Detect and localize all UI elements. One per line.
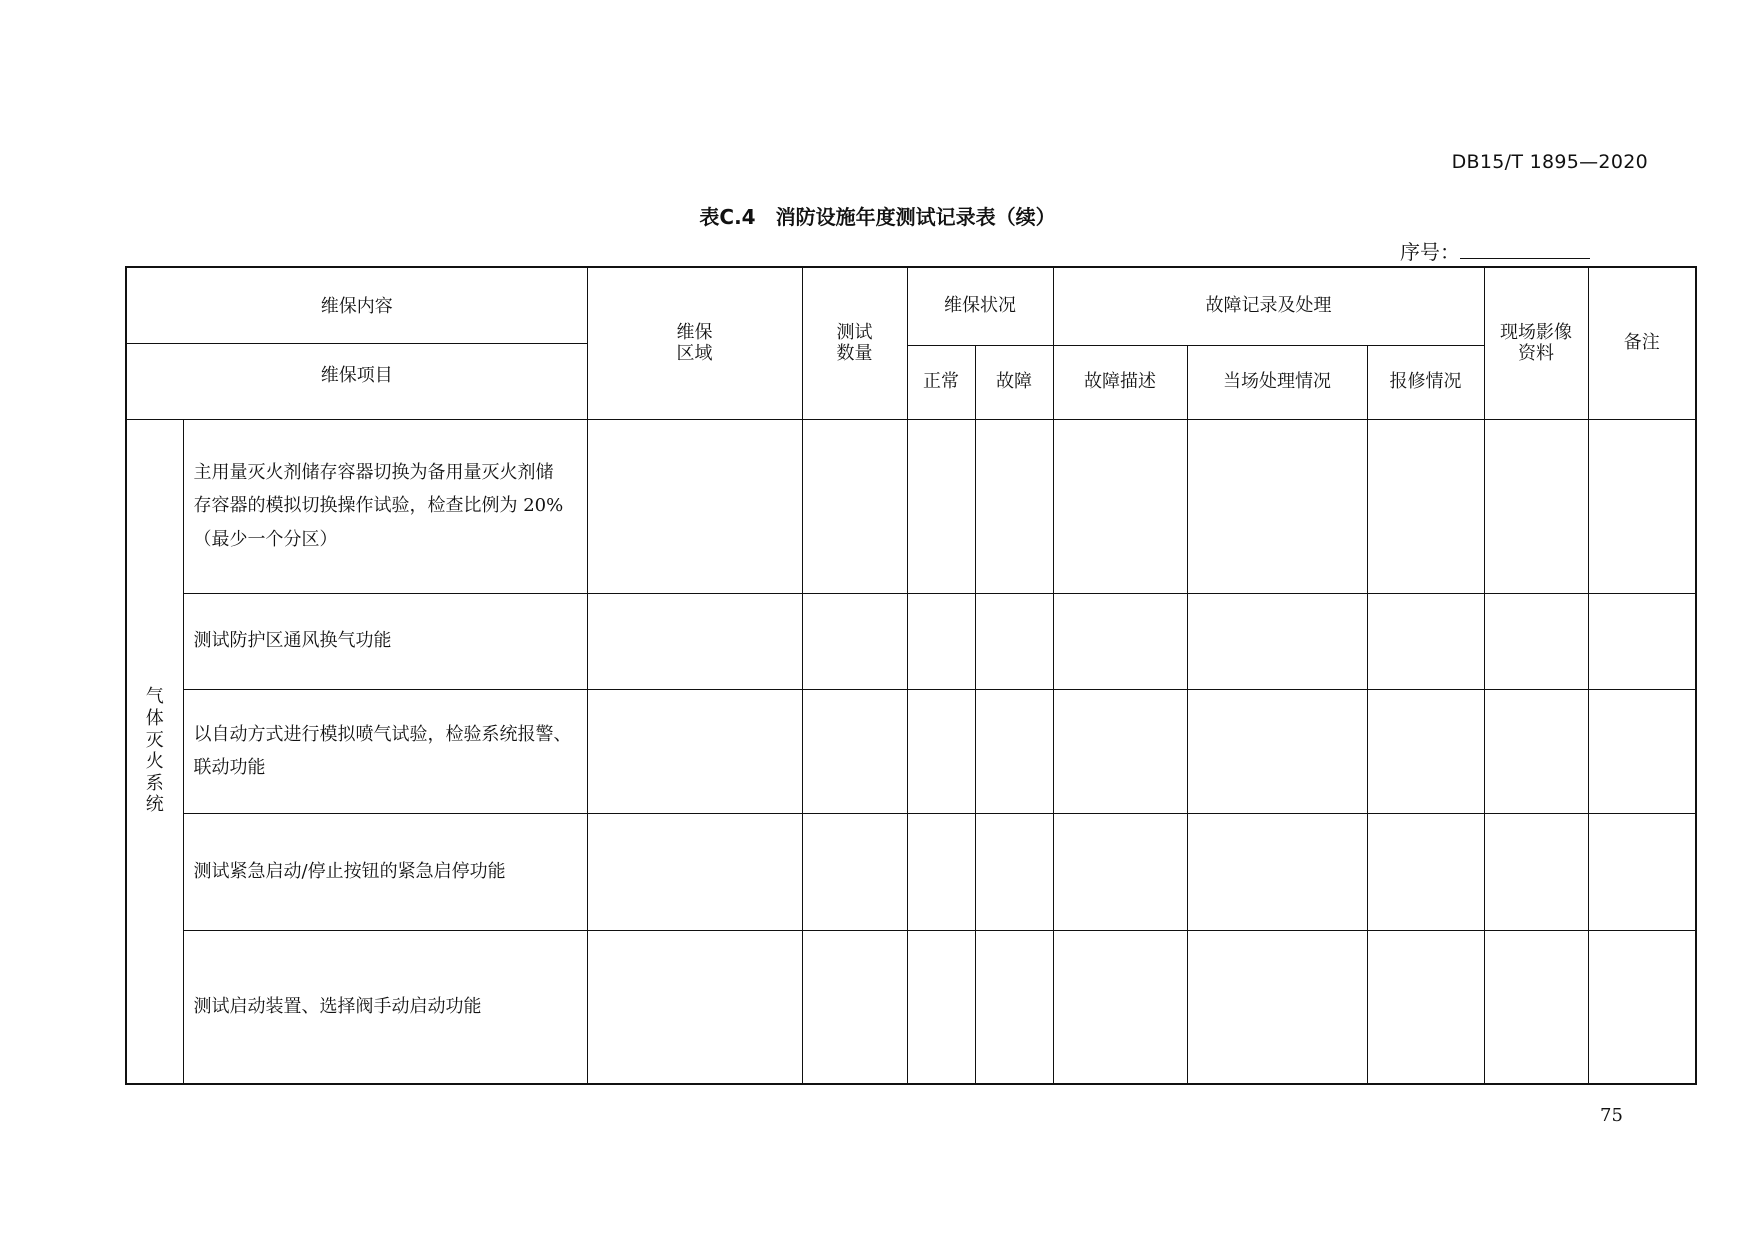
header-area: 维保 区域 xyxy=(587,267,802,419)
fault-cell[interactable] xyxy=(975,419,1053,593)
fault-desc-cell[interactable] xyxy=(1053,419,1187,593)
document-code: DB15/T 1895—2020 xyxy=(1451,151,1648,173)
photo-cell[interactable] xyxy=(1484,813,1588,930)
table-row xyxy=(126,813,1696,930)
item-cell: 测试防护区通风换气功能 xyxy=(183,593,587,689)
onsite-cell[interactable] xyxy=(1187,689,1367,813)
serial-blank-line xyxy=(1460,240,1590,259)
onsite-cell[interactable] xyxy=(1187,593,1367,689)
header-onsite: 当场处理情况 xyxy=(1187,345,1367,419)
onsite-cell[interactable] xyxy=(1187,419,1367,593)
fault-cell[interactable] xyxy=(975,930,1053,1084)
serial-label: 序号： xyxy=(1400,240,1460,264)
photo-cell[interactable] xyxy=(1484,419,1588,593)
onsite-cell[interactable] xyxy=(1187,930,1367,1084)
normal-cell[interactable] xyxy=(907,593,975,689)
fault-desc-cell[interactable] xyxy=(1053,930,1187,1084)
count-cell[interactable] xyxy=(802,813,907,930)
repair-cell[interactable] xyxy=(1367,419,1484,593)
header-repair: 报修情况 xyxy=(1367,345,1484,419)
header-fault-desc: 故障描述 xyxy=(1053,345,1187,419)
item-cell: 主用量灭火剂储存容器切换为备用量灭火剂储 存容器的模拟切换操作试验，检查比例为 20% （最少一个分区） xyxy=(183,419,587,593)
page-number: 75 xyxy=(1600,1105,1623,1126)
photo-cell[interactable] xyxy=(1484,930,1588,1084)
remark-cell[interactable] xyxy=(1588,419,1696,593)
normal-cell[interactable] xyxy=(907,419,975,593)
repair-cell[interactable] xyxy=(1367,593,1484,689)
system-name: 气 体 灭 火 系 统 xyxy=(126,419,183,1084)
count-cell[interactable] xyxy=(802,593,907,689)
item-cell: 以自动方式进行模拟喷气试验，检验系统报警、 联动功能 xyxy=(183,689,587,813)
count-cell[interactable] xyxy=(802,419,907,593)
header-count: 测试 数量 xyxy=(802,267,907,419)
header-status: 维保状况 xyxy=(907,267,1053,345)
header-normal: 正常 xyxy=(907,345,975,419)
header-photo: 现场影像 资料 xyxy=(1484,267,1588,419)
header-remark: 备注 xyxy=(1588,267,1696,419)
count-cell[interactable] xyxy=(802,930,907,1084)
table-title: 表C.4 消防设施年度测试记录表（续） xyxy=(699,205,1056,229)
remark-cell[interactable] xyxy=(1588,813,1696,930)
area-cell[interactable] xyxy=(587,813,802,930)
area-cell[interactable] xyxy=(587,593,802,689)
header-divider xyxy=(127,343,587,344)
normal-cell[interactable] xyxy=(907,813,975,930)
table-row xyxy=(126,930,1696,1084)
remark-cell[interactable] xyxy=(1588,593,1696,689)
repair-cell[interactable] xyxy=(1367,813,1484,930)
table-row xyxy=(126,593,1696,689)
item-cell: 测试启动装置、选择阀手动启动功能 xyxy=(183,930,587,1084)
header-fault: 故障 xyxy=(975,345,1053,419)
serial-number xyxy=(1400,236,1590,265)
count-cell[interactable] xyxy=(802,689,907,813)
remark-cell[interactable] xyxy=(1588,930,1696,1084)
header-fault-record: 故障记录及处理 xyxy=(1053,267,1484,345)
fault-cell[interactable] xyxy=(975,689,1053,813)
area-cell[interactable] xyxy=(587,689,802,813)
fault-desc-cell[interactable] xyxy=(1053,813,1187,930)
repair-cell[interactable] xyxy=(1367,689,1484,813)
fault-cell[interactable] xyxy=(975,813,1053,930)
table-row xyxy=(126,419,1696,593)
area-cell[interactable] xyxy=(587,930,802,1084)
fault-cell[interactable] xyxy=(975,593,1053,689)
repair-cell[interactable] xyxy=(1367,930,1484,1084)
header-content: 维保内容 xyxy=(320,296,393,317)
normal-cell[interactable] xyxy=(907,930,975,1084)
table-row xyxy=(126,689,1696,813)
header-content-item xyxy=(126,267,587,419)
photo-cell[interactable] xyxy=(1484,689,1588,813)
fault-desc-cell[interactable] xyxy=(1053,593,1187,689)
fault-desc-cell[interactable] xyxy=(1053,689,1187,813)
area-cell[interactable] xyxy=(587,419,802,593)
header-row-1 xyxy=(126,267,1696,345)
onsite-cell[interactable] xyxy=(1187,813,1367,930)
photo-cell[interactable] xyxy=(1484,593,1588,689)
remark-cell[interactable] xyxy=(1588,689,1696,813)
header-item: 维保项目 xyxy=(320,364,393,386)
record-table xyxy=(125,266,1697,1085)
item-cell: 测试紧急启动/停止按钮的紧急启停功能 xyxy=(183,813,587,930)
normal-cell[interactable] xyxy=(907,689,975,813)
